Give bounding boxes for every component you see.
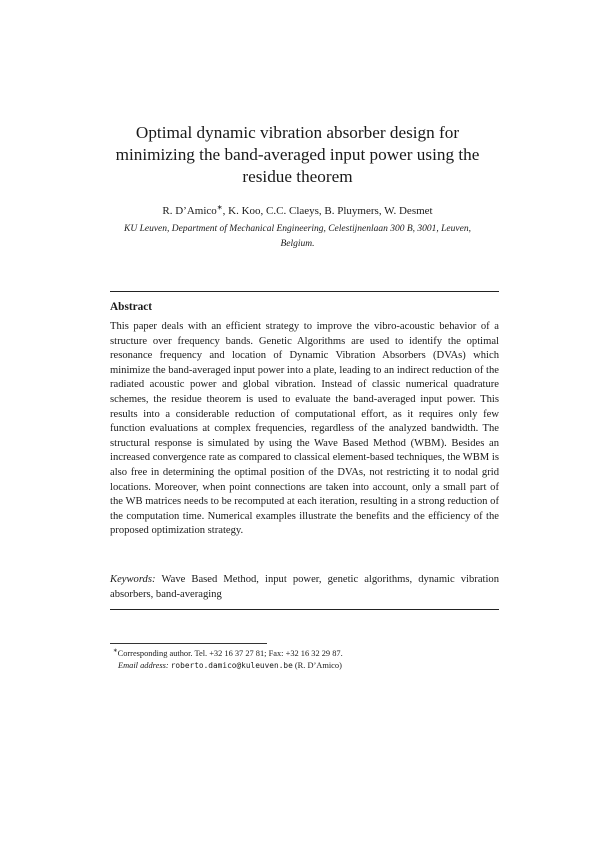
email-suffix: (R. D’Amico): [294, 661, 342, 671]
email-label: Email address:: [118, 661, 169, 671]
footnote-mark: ∗: [113, 648, 118, 655]
paper-title: Optimal dynamic vibration absorber design for minimizing the band-averaged input power using the residue theorem: [115, 123, 480, 186]
author-list: [80, 205, 515, 218]
abstract-bottom-rule: [110, 609, 499, 610]
footnote-email: [118, 660, 499, 672]
keywords-text: Wave Based Method, input power, genetic algorithms, dynamic vibration absorbers, band-averaging: [110, 574, 499, 600]
corresponding-author: R. D’Amico: [162, 205, 217, 217]
co-authors: , K. Koo, C.C. Claeys, B. Pluymers, W. Desmet: [222, 205, 433, 217]
footnote-rule: [110, 643, 267, 644]
abstract-text: This paper deals with an efficient strategy to improve the vibro-acoustic behavior of a structure over frequency bands. Genetic Algorithms are used to identify the optimal resonance frequency and location of Dynamic Vibration Absorbers (DVAs) which minimize the band-averaged input power into a plate, leading to an indirect reduction of the radiated acoustic power and global vibration. Instead of classic numerical quadrature schemes, the residue theorem is used to evaluate the band-averaged input power. This results into a considerable reduction of computational effort, as it requires only few function evaluations at complex frequencies, regardless of the analyzed bandwidth. The structural response is simulated by using the Wave Based Method (WBM). Besides an increased convergence rate as compared to classical element-based techniques, the WBM is also free in determining the optimal position of the DVAs, not restricting it to nodal grid locations. Moreover, when point connections are taken into account, only a small part of the WB matrices needs to be recomputed at each iteration, resulting in a strong reduction of the computation time. Numerical examples illustrate the benefits and the efficiency of the proposed optimization strategy.: [110, 321, 499, 537]
footnotes: [113, 648, 499, 673]
abstract-heading: Abstract: [110, 301, 153, 313]
affiliation: KU Leuven, Department of Mechanical Engineering, Celestijnenlaan 300 B, 3001, Leuven, Belgium.: [124, 224, 471, 249]
abstract-top-rule: [110, 291, 499, 292]
corresponding-author-mark: ∗: [216, 203, 223, 212]
footnote-corresponding: [113, 648, 499, 660]
keywords-line: [110, 573, 499, 602]
footnote-contact: Corresponding author. Tel. +32 16 37 27 81; Fax: +32 16 32 29 87.: [117, 649, 343, 658]
keywords-label: Keywords:: [110, 574, 156, 585]
email-link[interactable]: roberto.damico@kuleuven.be: [170, 661, 293, 671]
